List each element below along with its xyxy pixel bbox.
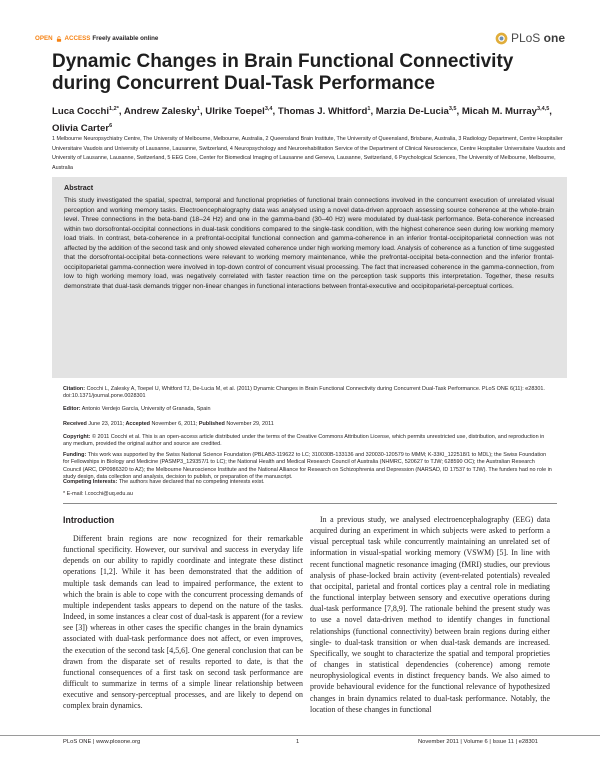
author-affiliation-marker: 1 [367,106,371,112]
logo-text-one: one [543,31,565,45]
freely-available-label: Freely available online [92,35,159,42]
copyright-label: Copyright: [63,434,91,440]
accepted-label: Accepted [125,421,150,427]
affiliations: 1 Melbourne Neuropsychiatry Centre, The University of Melbourne, Melbourne, Australia, 2 Queensland Brain Institute, The University of Queensland, Brisbane, Australia, 3 Radiology Department, Centre Hospitalier Universitaire Vaudois and University of Lausanne, Lausanne, Switzerland, 4 Neuropsychology and Neurorehabilitation Service of the Department of Clinical Neuroscience, Centre Hospitalier Universitaire Vaudois and University of Lausanne, Lausanne, Switzerland, 5 EEG Core, Center for Biomedical Imaging of Lausanne and Geneva, Lausanne, Switzerland, 6 Psychological Sciences, The University of Melbourne, Melbourne, Australia [52,136,566,171]
author-name: Micah M. Murray [461,106,538,118]
abstract-text: This study investigated the spatial, spectral, temporal and functional proprieties of functional brain connections involved in the concurrent execution of unrelated visual perception and working memory tasks. Electroencephalography data was analysed using a novel data-driven approach assessing source coherence at the whole-brain level. Three connections in the beta-band (18–24 Hz) and one in the gamma-band (30–40 Hz) were modulated by dual-task performance. Beta-coherence increased within two dorsofrontal-occipital connections in dual-task conditions compared to the single-task condition, with the highest coherence seen during low working memory load trials. In contrast, beta-coherence in a prefrontal-occipital functional connection and gamma-coherence in an inferior frontal-occipitoparietal connection was not affected by the addition of the second task and only showed elevated coherence under high working memory load. Analysis of coherence as a function of time suggested that the dorsofrontal-occipital beta-connections were relevant to working memory maintenance, while the prefrontal-occipital beta-connection and the inferior frontal-occipitoparietal gamma-connection were involved in top-down control of concurrent visual processing. The fact that increased coherence in the gamma-connection, from low to high working memory load, was negatively correlated with faster reaction time on the perception task supports this interpretation. Together, these results demonstrate that dual-task demands trigger non-linear changes in functional interactions between frontal-executive and occipitoparietal-perceptual cortices. [64,197,554,290]
author-affiliation-marker: 1 [196,106,200,112]
author-affiliation-marker: 3,4 [264,106,273,112]
received-label: Received [63,421,87,427]
author-affiliation-marker: 3,5 [448,106,457,112]
open-lock-icon [56,36,62,42]
abstract-heading: Abstract [64,183,94,192]
competing-interests-block [63,479,553,486]
author-list: Luca Cocchi$^{1,2*}$, Andrew Zalesky$^1$, Ulrike Toepel$^{3,4}$, Thomas J. Whitford$^1$, Marzia De-Lucia$^{3,5}$, Micah M. Murray$^{3,4,5}$, Olivia Carter$^6$ [52,106,552,135]
logo-text-plos: PLoS [510,31,541,45]
footer-issue: November 2011 | Volume 6 | Issue 11 | e28301 [418,739,538,745]
funding-text: This work was supported by the Swiss National Science Foundation (PBLAB3-119622 to LC; 310030B-133136 and 320030-120579 to MMM; K-33KI_122518/1 to MDL); the Swiss Foundation for Fellowships in Biology and Medicine (PASMP3_129357/1 to LC); the National Health and Medical Research Council of Australia (NHMRC, 520627 to TJW; 628590 OC); the Australian Research Council (ARC, DP0986320 to AZ); the Melbourne Neuroscience Institute and the National Alliance for Research on Schizophrenia and Depression (NARSAD, ID 17537 to TJW). The funders had no role in study design, data collection and analysis, decision to publish, or preparation of the manuscript. [63,452,552,481]
published-label: Published [198,421,225,427]
editor-text: Antonio Verdejo García, University of Granada, Spain [81,406,211,412]
funding-label: Funding: [63,452,87,458]
copyright-block [63,434,553,449]
citation-text: Cocchi L, Zalesky A, Toepel U, Whitford TJ, De-Lucia M, et al. (2011) Dynamic Changes in Brain Functional Connectivity during Concurrent Dual-Task Performance. PLoS ONE 6(11): e28301. doi:10.1371/journal.pone.0028301 [63,386,545,400]
author-name: Andrew Zalesky [123,106,197,118]
author-name: Olivia Carter [52,123,110,135]
dates-block [63,421,553,428]
introduction-heading: Introduction [63,515,115,525]
received-date: June 23, 2011; [88,421,124,427]
accepted-date: November 6, 2011; [151,421,198,427]
author-name: Ulrike Toepel [205,106,265,118]
author-name: Marzia De-Lucia [375,106,449,118]
email-block [63,491,553,498]
footer-journal: PLoS ONE | www.plosone.org [63,739,141,745]
open-access-label-b: ACCESS [64,35,91,42]
open-access-banner [35,35,158,42]
meta-divider [63,503,557,504]
copyright-text: © 2011 Cocchi et al. This is an open-access article distributed under the terms of the Creative Commons Attribution License, which permits unrestricted use, distribution, and reproduction in any medium, provided the original author and source are credited. [63,434,545,448]
citation-label: Citation: [63,386,86,392]
corresponding-email: * E-mail: l.cocchi@uq.edu.au [63,491,133,497]
funding-block [63,452,553,482]
open-access-label-a: OPEN [35,35,53,42]
competing-interests-text: The authors have declared that no competing interests exist. [118,479,265,485]
plos-logo-icon [495,32,508,45]
citation-block [63,386,553,401]
intro-paragraph-2: In a previous study, we analysed electroencephalography (EEG) data acquired during an experiment in which subjects were asked to perform a visual perceptual task while concurrently maintaining an unrelated set of information in visual-spatial working memory (VSWM) [5]. In line with recent functional magnetic resonance imaging (fMRI) studies, our previous analysis of phase-locked brain activity (event-related potentials) revealed that occipital, parietal and frontal cortices play a central role in mediating the functional interplay between sensory and executive operations during dual-task performance [7,8,9]. The rationale behind the present study was to use a novel data-driven method to identify changes in functional relationships (functional connectivity) between brain regions during either single- to dual-task transition or when dual-task demands are increased. Specifically, we sought to characterize the spatial and temporal proprieties of changes in statistical dependencies (coherence) among remote neurophysiological events in distinct frequency bands. We also aimed to provide behavioural evidence for the functional relevance of hypothesized changes in brain dynamics related to dual-task performance. Notably, the location of these changes in functional [310,515,550,714]
editor-block [63,406,553,413]
footer-divider [0,735,600,736]
author-affiliation-marker: 3,4,5 [537,106,550,112]
author-affiliation-marker: 1,2* [109,106,119,112]
author-name: Thomas J. Whitford [277,106,368,118]
body-column-left [63,533,303,712]
author-affiliation-marker: 6 [109,123,113,130]
competing-interests-label: Competing Interests: [63,479,118,485]
author-name: Luca Cocchi [52,106,110,118]
footer-page-number: 1 [296,739,300,745]
editor-label: Editor: [63,406,81,412]
plos-one-logo [495,31,565,45]
intro-paragraph-1: Different brain regions are now recognized for their remarkable functional specificity. However, our survival and success in everyday life depends on our ability to rapidly coordinate and integrate these distinct operations [1,2]. While it has been demonstrated that the addition of multiple task demands can lead to impaired performance, the extent to which the brain is able to cope with the concurrent processing demands of multiple independent tasks appears to depend on the nature of the tasks. Indeed, in some instances a clear cost of dual-task is apparent (for a review see [3]) whereas in other cases the specific changes in the brain dynamics associated with dual-task performance does not affect, or even improves, the execution of the second task [4,5,6]. One general conclusion that can be drawn from the disparate set of results reported to date, is that the functional consequences of a first task on second task performance are difficult to summarize in terms of a simple linear relationship between executive and sensory-perceptual processes, and are likely to depend on complex brain dynamics. [63,534,303,711]
published-date: November 29, 2011 [226,421,274,427]
abstract-box [52,177,567,378]
body-column-right [310,514,550,715]
paper-title: Dynamic Changes in Brain Functional Connectivity during Concurrent Dual-Task Performance [52,51,514,94]
